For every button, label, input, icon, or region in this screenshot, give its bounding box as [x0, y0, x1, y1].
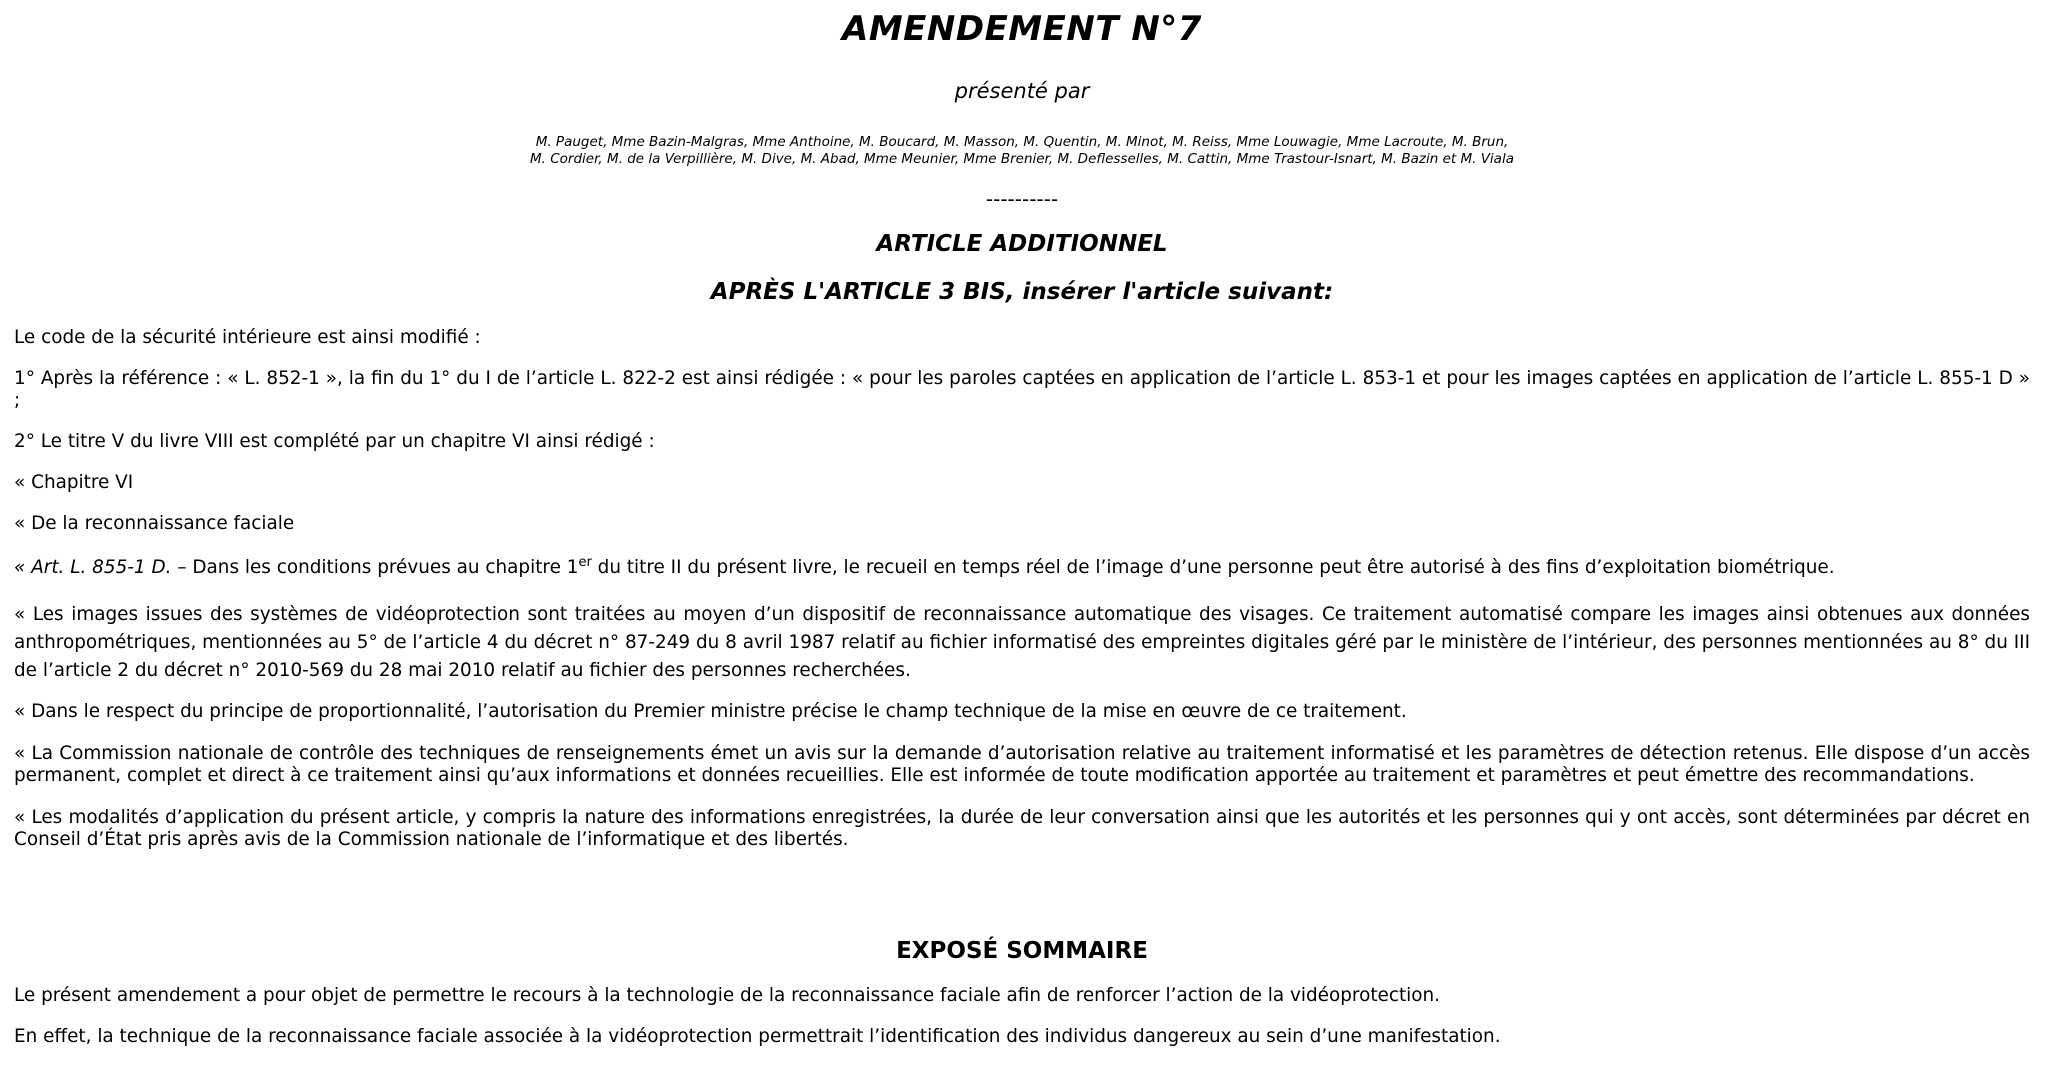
presented-by: présenté par [954, 79, 1090, 103]
insert-heading: APRÈS L'ARTICLE 3 BIS, insérer l'article suivant: [710, 279, 1334, 305]
amendment-document [14, 0, 2030, 1048]
authors-list [14, 134, 2030, 168]
article-reference: « Art. L. 855‑1 D. [14, 557, 172, 578]
article-text-rest: du titre II du présent livre, le recueil en temps réel de l’image d’une personne peut être autorisé à des fins d’exploitation biométrique. [591, 557, 1835, 578]
body-paragraph-2: 1° Après la référence : « L. 852‑1 », la fin du 1° du I de l’article L. 822‑2 est ainsi rédigée : « pour les paroles captées en application de l’article L. 853‑1 et pour les images captées en application de l’article L. 855‑1 D » ; [14, 368, 2030, 411]
body-paragraph-1: Le code de la sécurité intérieure est ainsi modifié : [14, 327, 481, 348]
body-paragraph-images: « Les images issues des systèmes de vidéoprotection sont traitées au moyen d’un dispositif de reconnaissance automatique des visages. Ce traitement automatisé compare les images ainsi obtenues aux données anthropométriques, mentionnées au 5° de l’article 4 du décret n° 87‑249 du 8 avril 1987 relatif au fichier informatisé des empreintes digitales géré par le ministère de l’intérieur, des personnes mentionnées au 8° du III de l’article 2 du décret n° 2010‑569 du 28 mai 2010 relatif au fichier des personnes recherchées. [14, 604, 2030, 681]
body-paragraph-chapter-title: « De la reconnaissance faciale [14, 513, 295, 534]
article-text-start: – Dans les conditions prévues au chapitre 1 [171, 557, 579, 578]
expose-paragraph-2: En effet, la technique de la reconnaissance faciale associée à la vidéoprotection permettrait l’identification des individus dangereux au sein d’une manifestation. [14, 1026, 1501, 1047]
body-paragraph-proportionality: « Dans le respect du principe de proportionnalité, l’autorisation du Premier ministre précise le champ technique de la mise en œuvre de ce traitement. [14, 701, 1407, 722]
ordinal-superscript: er [578, 555, 592, 570]
body-paragraph-commission: « La Commission nationale de contrôle des techniques de renseignements émet un avis sur la demande d’autorisation relative au traitement informatisé et les paramètres de détection retenus. Elle dispose d’un accès permanent, complet et direct à ce traitement ainsi qu’aux informations et données recueillies. Elle est informée de toute modification apportée au traitement et paramètres et peut émettre des recommandations. [14, 743, 2030, 786]
expose-paragraph-1: Le présent amendement a pour objet de permettre le recours à la technologie de la reconnaissance faciale afin de renforcer l’action de la vidéoprotection. [14, 985, 1441, 1006]
article-heading: ARTICLE ADDITIONNEL [876, 231, 1168, 257]
authors-line-2: M. Cordier, M. de la Verpillière, M. Dive, M. Abad, Mme Meunier, Mme Brenier, M. Deflesselles, M. Cattin, Mme Trastour-Isnart, M. Bazin et M. Viala [530, 151, 1514, 167]
body-paragraph-article [14, 556, 2030, 580]
body-paragraph-modalities: « Les modalités d’application du présent article, y compris la nature des informations enregistrées, la durée de leur conversation ainsi que les autorités et les personnes qui y ont accès, sont déterminées par décret en Conseil d’État pris après avis de la Commission nationale de l’informatique et des libertés. [14, 807, 2030, 850]
body-paragraph-3: 2° Le titre V du livre VIII est complété par un chapitre VI ainsi rédigé : [14, 431, 655, 452]
amendment-title: AMENDEMENT N°7 [842, 9, 1202, 49]
authors-line-1: M. Pauget, Mme Bazin-Malgras, Mme Anthoine, M. Boucard, M. Masson, M. Quentin, M. Minot, M. Reiss, Mme Louwagie, Mme Lacroute, M. Brun, [535, 134, 1509, 150]
expose-title: EXPOSÉ SOMMAIRE [896, 938, 1148, 964]
body-paragraph-chapter: « Chapitre VI [14, 472, 134, 493]
separator: ---------- [985, 187, 1059, 211]
